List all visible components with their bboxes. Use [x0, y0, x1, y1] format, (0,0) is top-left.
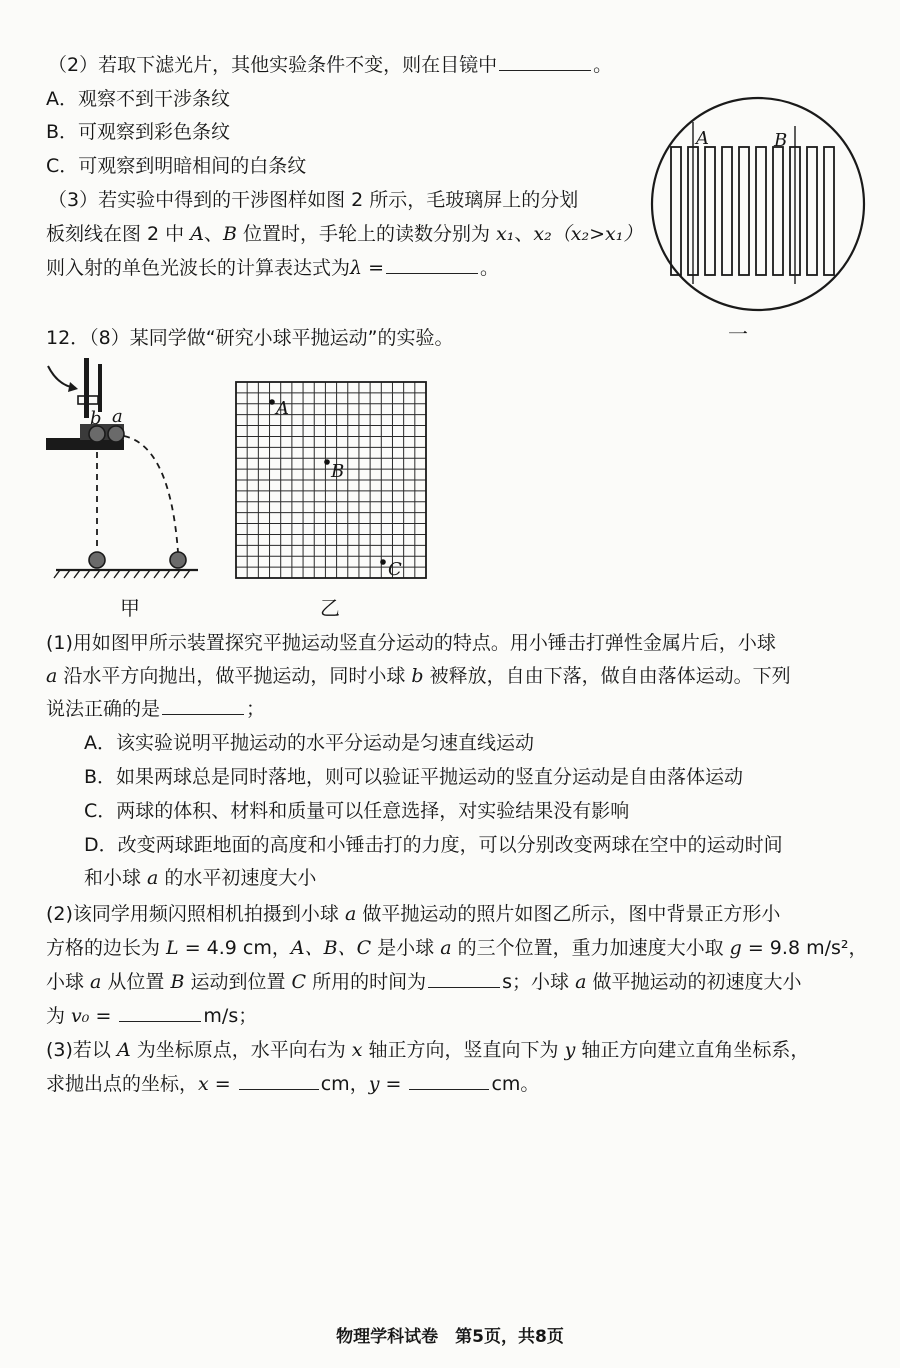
fringe — [722, 147, 732, 275]
page-footer: 物理学科试卷 第5页，共8页 — [336, 1327, 564, 1347]
q11-option-a: A．观察不到干涉条纹 — [46, 88, 231, 110]
q12-option-d-cont: 和小球 a 的水平初速度大小 — [84, 867, 317, 889]
fig-jia-caption: 甲 — [120, 596, 140, 620]
position-b-dot — [324, 459, 330, 465]
fringe — [824, 147, 834, 275]
label-b: B — [774, 130, 788, 151]
position-c-dot — [380, 559, 386, 565]
answer-blank[interactable] — [119, 1003, 201, 1022]
answer-blank[interactable] — [409, 1071, 489, 1090]
fringe — [705, 147, 715, 275]
q12-option-b: B．如果两球总是同时落地，则可以验证平抛运动的竖直分运动是自由落体运动 — [84, 766, 744, 788]
q12-part3-line1: (3)若以 A 为坐标原点，水平向右为 x 轴正方向，竖直向下为 y 轴正方向建立直角坐标系， — [46, 1039, 810, 1061]
answer-blank[interactable] — [386, 255, 478, 274]
ball-b-landed — [89, 552, 105, 568]
label-b: b — [90, 408, 102, 429]
fringe — [671, 147, 681, 275]
ball-a-landed — [170, 552, 186, 568]
ball-a — [108, 426, 124, 442]
strobe-grid-figure — [236, 382, 432, 580]
q11-part3-line3: 则入射的单色光波长的计算表达式为λ = 。 — [46, 257, 500, 279]
q11-part3-line2: 板刻线在图 2 中 A、B 位置时，手轮上的读数分别为 x₁、x₂（x₂>x₁） — [46, 223, 643, 245]
fringe — [739, 147, 749, 275]
apparatus-figure — [40, 358, 210, 588]
fig-yi-caption: 乙 — [320, 596, 340, 620]
q12-part1-line3: 说法正确的是 ； — [46, 698, 266, 720]
fringe — [773, 147, 783, 275]
ground-hatch — [54, 570, 190, 578]
fig2-caption: 一 — [728, 322, 748, 346]
fringe — [756, 147, 766, 275]
arrow-head — [68, 382, 78, 392]
q12-header: 12．（8）某同学做“研究小球平抛运动”的实验。 — [46, 327, 454, 349]
q12-part2-line3: 小球 a 从位置 B 运动到位置 C 所用的时间为 s；小球 a 做平抛运动的初速度大小 — [46, 971, 802, 993]
stand-rod — [84, 358, 89, 418]
fringe — [807, 147, 817, 275]
q12-option-d: D．改变两球距地面的高度和小锤击打的力度，可以分别改变两球在空中的运动时间 — [84, 834, 783, 856]
q11-option-b: B．可观察到彩色条纹 — [46, 121, 231, 143]
interference-pattern-figure — [648, 92, 868, 322]
q12-option-a: A．该实验说明平抛运动的水平分运动是匀速直线运动 — [84, 732, 535, 754]
q11-option-c: C．可观察到明暗相间的白条纹 — [46, 155, 307, 177]
eyepiece-circle — [652, 98, 864, 310]
q12-part2-line1: (2)该同学用频闪照相机拍摄到小球 a 做平抛运动的照片如图乙所示，图中背景正方形小 — [46, 903, 781, 925]
answer-blank[interactable] — [499, 52, 591, 71]
label-a: A — [696, 128, 709, 149]
fringe-stripes — [671, 147, 834, 275]
projectile-path — [124, 436, 178, 552]
q12-part2-line4: 为 v₀ = m/s； — [46, 1005, 258, 1027]
label-c: C — [388, 559, 402, 580]
q12-option-c: C．两球的体积、材料和质量可以任意选择，对实验结果没有影响 — [84, 800, 630, 822]
q12-part1-line2: a 沿水平方向抛出，做平抛运动，同时小球 b 被释放，自由下落，做自由落体运动。下列 — [46, 665, 791, 687]
q12-part3-line2: 求抛出点的坐标，x = cm，y = cm。 — [46, 1073, 540, 1095]
q12-part1-line1: (1)用如图甲所示装置探究平抛运动竖直分运动的特点。用小锤击打弹性金属片后，小球 — [46, 632, 776, 654]
q11-part3-line1: （3）若实验中得到的干涉图样如图 2 所示，毛玻璃屏上的分划 — [48, 189, 579, 211]
label-a: a — [112, 406, 123, 427]
q12-part2-line2: 方格的边长为 L = 4.9 cm，A、B、C 是小球 a 的三个位置，重力加速度大小取 g = 9.8 m/s²， — [46, 937, 868, 959]
answer-blank[interactable] — [162, 696, 244, 715]
label-b: B — [331, 461, 345, 482]
label-a: A — [276, 398, 289, 419]
answer-blank[interactable] — [239, 1071, 319, 1090]
q11-part2: （2）若取下滤光片，其他实验条件不变，则在目镜中 。 — [48, 54, 613, 76]
position-a-dot — [269, 399, 275, 405]
answer-blank[interactable] — [428, 969, 500, 988]
